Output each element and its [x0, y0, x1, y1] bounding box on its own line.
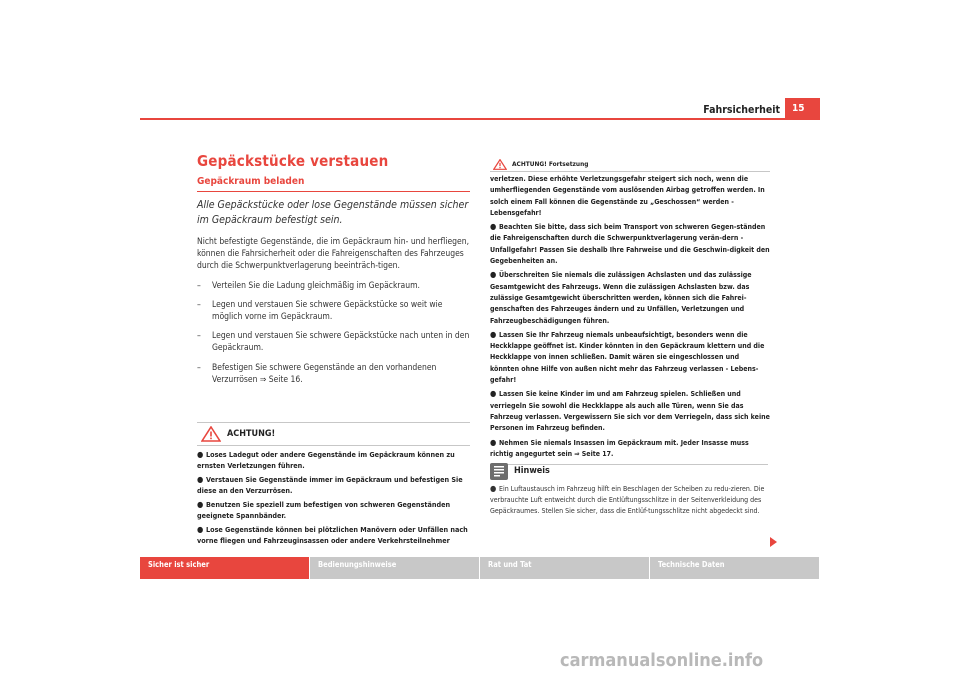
header-title: Fahrsicherheit — [703, 104, 780, 116]
footer-tab-rat-und-tat[interactable]: Rat und Tat — [480, 557, 649, 579]
footer-tab-sicher-ist-sicher[interactable]: Sicher ist sicher — [140, 557, 309, 579]
right-column — [490, 157, 770, 465]
warning-item: ● Benutzen Sie speziell zum befestigen von schweren Gegenständen geeignete Spannbänder. — [197, 500, 451, 520]
warning-item: ● Überschreiten Sie niemals die zulässigen Achslasten und das zulässige Gesamtgewicht des Fahrzeugs. Wenn die zulässigen Achslasten bzw. das zulässige Gesamtgewicht überschritten werden, können sich die Fahrei-genschaften des Fahrzeuges ändern und zu Unfällen, Verletzungen und Fahrzeugbeschädigungen führen. — [490, 270, 752, 325]
step-item: – Legen und verstauen Sie schwere Gepäckstücke nach unten in den Gepäckraum. — [197, 331, 470, 354]
section-heading: Gepäckstücke verstauen — [197, 152, 389, 170]
intro-text: Alle Gepäckstücke oder lose Gegenstände müssen sicher im Gepäckraum befestigt sein. — [197, 199, 469, 226]
warning-item: ● Lassen Sie Ihr Fahrzeug niemals unbeaufsichtigt, besonders wenn die Heckklappe geöffnet ist. Kinder könnten in den Gepäckraum klettern und die Heckklappe von innen schließen. Damit wären sie eingeschlossen und könnten ohne Hilfe von außen nicht mehr das Fahrzeug verlassen - Lebens-gefahr! — [490, 329, 765, 385]
footer-tab-technische-daten[interactable]: Technische Daten — [650, 557, 819, 579]
page-number: 15 — [785, 98, 820, 119]
step-item: – Befestigen Sie schwere Gegenstände an den vorhandenen Verzurrösen ⇒ Seite 16. — [197, 362, 437, 385]
warning-triangle-icon — [493, 159, 507, 170]
warning-title-bar — [197, 423, 470, 446]
warning-item: ● Beachten Sie bitte, dass sich beim Transport von schweren Gegen-ständen die Fahreigenschaften durch die Schwerpunktverlagerung verän-dern - Unfallgefahr! Passen Sie deshalb Ihre Fahrweise und die Geschwin-digkeit den Gegebenheiten an. — [490, 222, 770, 266]
info-note-icon — [490, 463, 508, 480]
footer-nav — [140, 557, 820, 579]
note-title: Hinweis — [514, 466, 550, 476]
watermark: carmanualsonline.info — [560, 650, 764, 671]
step-item: – Verteilen Sie die Ladung gleichmäßig im Gepäckraum. — [197, 280, 420, 291]
arrow-right-icon[interactable] — [770, 537, 777, 547]
step-item: – Legen und verstauen Sie schwere Gepäckstücke so weit wie möglich vorne im Gepäckraum. — [197, 299, 443, 323]
note-box — [490, 462, 770, 517]
warning-triangle-icon — [201, 426, 221, 442]
warning-item: ● Nehmen Sie niemals Insassen im Gepäckraum mit. Jeder Insasse muss richtig angegurtet sein ⇒ Seite 17. — [490, 437, 749, 458]
body-text: Nicht befestigte Gegenstände, die im Gepäckraum hin- und herfliegen, können die Fahrsicherheit oder die Fahreigenschaften des Fahrzeuges durch die Schwerpunktverlagerung beeinträch-tigen. — [197, 237, 469, 272]
footer-tab-bedienungshinweise[interactable]: Bedienungshinweise — [310, 557, 479, 579]
warning-item: ● Verstauen Sie Gegenstände immer im Gepäckraum und befestigen Sie diese an den Verzurrösen. — [197, 475, 463, 495]
note-text: ● Ein Luftaustausch im Fahrzeug hilft ein Beschlagen der Scheiben zu redu-zieren. Die verbrauchte Luft entweicht durch die Entlüftungsschlitze in der Seitenverkleidung des Gepäckraumes. Stellen Sie sicher, dass die Entlüf-tungsschlitze nicht abgedeckt sind. — [490, 484, 765, 515]
warning-item: ● Lassen Sie keine Kinder im und am Fahrzeug spielen. Schließen und verriegeln Sie sowohl die Heckklappe als auch alle Türen, wenn Sie das Fahrzeug verlassen. Vergewissern Sie sich vor dem Verriegeln, dass sich keine Personen im Fahrzeug befinden. — [490, 389, 770, 433]
warning-box — [197, 422, 470, 546]
warning-continued-title: ACHTUNG! Fortsetzung — [512, 160, 589, 168]
subsection-heading: Gepäckraum beladen — [197, 176, 470, 192]
left-column — [197, 152, 470, 393]
warning-item: ● Loses Ladegut oder andere Gegenstände im Gepäckraum können zu ernsten Verletzungen führen. — [197, 450, 455, 470]
note-title-bar — [490, 462, 770, 480]
warning-item: ● Lose Gegenstände können bei plötzlichen Manövern oder Unfällen nach vorne fliegen und Fahrzeuginsassen oder andere Verkehrsteilnehmer — [197, 525, 468, 545]
warning-title: ACHTUNG! — [227, 429, 276, 439]
warning-continued-title-bar — [490, 157, 770, 172]
header-rule — [140, 118, 820, 120]
warning-continued-text: verletzen. Diese erhöhte Verletzungsgefahr steigert sich noch, wenn die umherfliegenden Gegenstände vom auslösenden Airbag getroffen werden. In solch einem Fall können die Gegenstände zu „Geschossen“ werden - Lebensgefahr! — [490, 175, 765, 217]
